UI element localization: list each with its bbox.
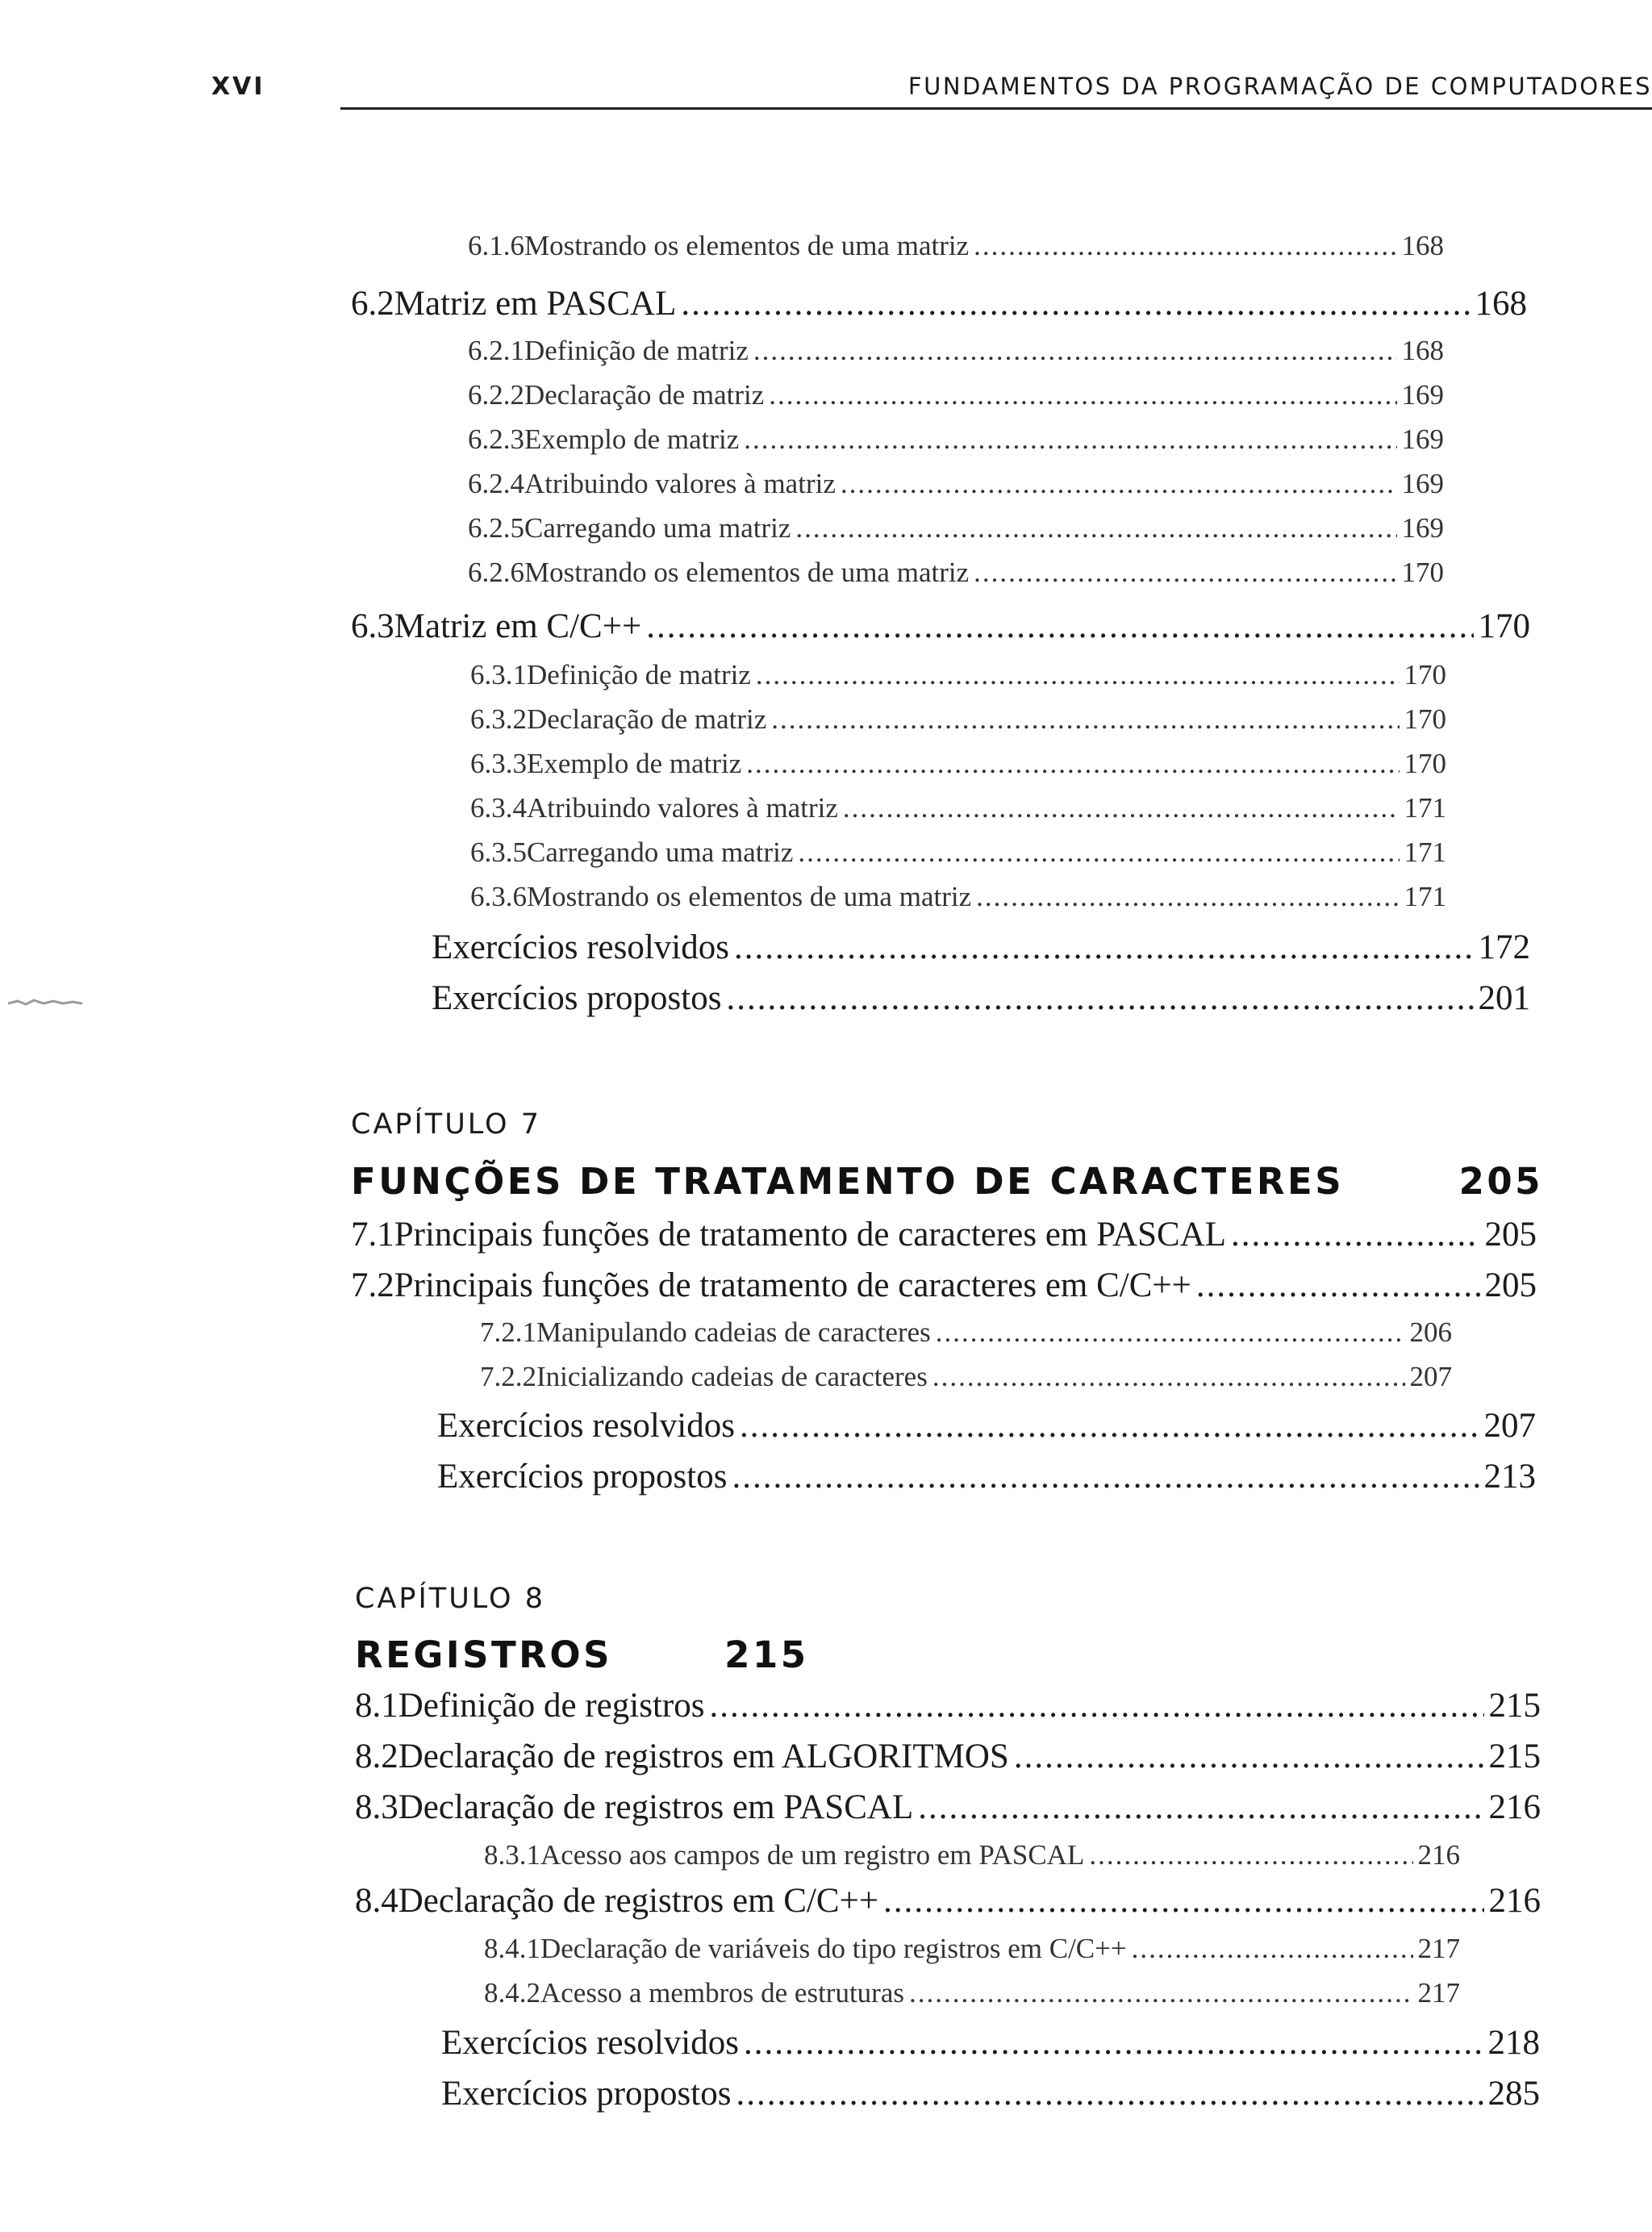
section-number: 6.3.6: [470, 881, 527, 912]
page-ref: 213: [1483, 1458, 1536, 1496]
page-ref: 201: [1478, 979, 1530, 1017]
book-title: FUNDAMENTOS DA PROGRAMAÇÃO DE COMPUTADORES: [907, 73, 1652, 100]
chapter-7-title[interactable]: [351, 1160, 1543, 1203]
section-number: 8.1: [355, 1687, 398, 1725]
dot-leader: [932, 1361, 1405, 1391]
dot-leader: [1132, 1933, 1413, 1963]
dot-leader: [756, 659, 1400, 689]
section-title: Exercícios propostos: [437, 1458, 728, 1496]
scan-artifact-mark: [6, 997, 84, 1008]
page-ref: 169: [1401, 468, 1444, 499]
toc-entry-ch6-exercicios-propostos[interactable]: [432, 978, 1530, 1018]
dot-leader: [843, 792, 1400, 822]
page-ref: 217: [1417, 1977, 1460, 2009]
page-ref: 168: [1475, 285, 1527, 323]
section-title: Exercícios resolvidos: [437, 1407, 735, 1445]
page-ref: 170: [1478, 607, 1530, 645]
dot-leader: [976, 881, 1399, 911]
toc-entry-ch8-exercicios-propostos[interactable]: [441, 2074, 1540, 2113]
page-ref: 215: [1488, 1738, 1541, 1775]
dot-leader: [936, 1316, 1405, 1346]
page-ref: 170: [1404, 748, 1446, 779]
dot-leader: [883, 1881, 1483, 1917]
dot-leader: [753, 335, 1397, 365]
chapter-page-ref: 215: [724, 1633, 809, 1676]
section-number: 7.1: [351, 1216, 394, 1254]
page-ref: 217: [1417, 1933, 1460, 1964]
section-number: 6.3.1: [470, 659, 527, 690]
page-number: XVI: [211, 73, 265, 101]
section-title: Matriz em C/C++: [394, 607, 642, 645]
toc-entry-ch6-exercicios-resolvidos[interactable]: [432, 928, 1530, 967]
toc-entry-6-3-2[interactable]: [470, 703, 1446, 736]
page-ref: 169: [1401, 512, 1444, 544]
toc-entry-8-1[interactable]: [355, 1686, 1541, 1725]
section-title: Acesso aos campos de um registro em PASCAL: [540, 1839, 1085, 1871]
dot-leader: [709, 1686, 1483, 1722]
section-number: 6.2.3: [468, 423, 524, 455]
dot-leader: [746, 748, 1399, 778]
section-number: 8.3.1: [484, 1839, 540, 1871]
page-ref: 285: [1487, 2075, 1540, 2113]
section-title: Exercícios propostos: [432, 979, 722, 1017]
page-ref: 215: [1488, 1687, 1541, 1725]
section-number: 6.3: [351, 607, 394, 645]
section-title: Carregando uma matriz: [524, 512, 791, 544]
section-number: 8.3: [355, 1788, 398, 1826]
section-title: Atribuindo valores à matriz: [527, 792, 838, 824]
page-ref: 168: [1401, 335, 1444, 366]
toc-entry-7-2[interactable]: [351, 1266, 1537, 1305]
toc-entry-6-2-3[interactable]: [468, 423, 1444, 456]
toc-entry-6-3-3[interactable]: [470, 748, 1446, 780]
page-ref: 171: [1404, 881, 1446, 912]
page-ref: 169: [1401, 423, 1444, 455]
toc-entry-6-2-1[interactable]: [468, 335, 1444, 367]
section-number: 6.3.4: [470, 792, 527, 824]
section-number: 6.2: [351, 285, 394, 323]
running-header: [211, 65, 1652, 113]
section-title: Declaração de registros em PASCAL: [398, 1788, 914, 1826]
page-ref: 207: [1483, 1407, 1536, 1445]
section-title: Declaração de registros em ALGORITMOS: [398, 1738, 1009, 1775]
section-number: 7.2.2: [480, 1361, 536, 1392]
section-number: 7.2.1: [480, 1316, 536, 1348]
section-number: 6.1.6: [468, 230, 524, 261]
section-title: Inicializando cadeias de caracteres: [536, 1361, 928, 1392]
dot-leader: [740, 1406, 1479, 1442]
section-number: 6.2.2: [468, 379, 524, 411]
dot-leader: [909, 1977, 1413, 2007]
toc-entry-6-1-6[interactable]: [468, 230, 1444, 262]
page-ref: 216: [1488, 1788, 1541, 1826]
dot-leader: [732, 1457, 1479, 1493]
toc-entry-6-2[interactable]: [351, 284, 1527, 323]
toc-entry-6-3[interactable]: [351, 607, 1530, 646]
section-title: Exercícios resolvidos: [441, 2024, 739, 2062]
section-title: Manipulando cadeias de caracteres: [536, 1316, 931, 1348]
section-title: Definição de matriz: [524, 335, 749, 366]
section-title: Exemplo de matriz: [527, 748, 742, 779]
dot-leader: [1014, 1737, 1484, 1773]
section-number: 8.2: [355, 1738, 398, 1775]
section-number: 8.4.2: [484, 1977, 540, 2009]
page-ref: 207: [1409, 1361, 1452, 1392]
toc-entry-6-2-2[interactable]: [468, 379, 1444, 411]
section-title: Declaração de matriz: [527, 703, 767, 735]
dot-leader: [744, 2023, 1483, 2059]
section-number: 6.2.4: [468, 468, 524, 499]
section-number: 8.4.1: [484, 1933, 540, 1964]
dot-leader: [841, 468, 1397, 498]
dot-leader: [646, 607, 1473, 643]
chapter-8-label: CAPÍTULO 8: [355, 1583, 546, 1615]
section-number: 7.2: [351, 1266, 394, 1304]
toc-entry-8-4-1[interactable]: [484, 1933, 1460, 1965]
dot-leader: [1089, 1839, 1412, 1869]
toc-entry-ch8-exercicios-resolvidos[interactable]: [441, 2023, 1540, 2063]
section-number: 6.3.5: [470, 836, 527, 868]
toc-entry-8-3-1[interactable]: [484, 1839, 1460, 1871]
chapter-page-ref: 205: [1458, 1160, 1543, 1203]
page-ref: 218: [1487, 2024, 1540, 2062]
dot-leader: [736, 2074, 1483, 2110]
page-ref: 205: [1484, 1216, 1537, 1254]
page-ref: 171: [1404, 792, 1446, 824]
toc-entry-6-3-6[interactable]: [470, 881, 1446, 913]
dot-leader: [681, 284, 1470, 320]
section-number: 6.2.6: [468, 557, 524, 588]
section-title: Mostrando os elementos de uma matriz: [524, 557, 970, 588]
section-number: 6.2.5: [468, 512, 524, 544]
section-title: Mostrando os elementos de uma matriz: [527, 881, 972, 912]
page-ref: 216: [1488, 1882, 1541, 1920]
section-title: Exemplo de matriz: [524, 423, 740, 455]
toc-entry-ch7-exercicios-propostos[interactable]: [437, 1457, 1536, 1496]
section-title: Exercícios propostos: [441, 2075, 732, 2113]
section-title: Exercícios resolvidos: [432, 928, 729, 966]
toc-entry-ch7-exercicios-resolvidos[interactable]: [437, 1406, 1536, 1446]
dot-leader: [771, 703, 1399, 733]
section-title: Definição de registros: [398, 1687, 705, 1725]
chapter-7-label: CAPÍTULO 7: [351, 1108, 542, 1141]
section-title: Definição de matriz: [527, 659, 751, 690]
section-title: Atribuindo valores à matriz: [524, 468, 836, 499]
section-title: Declaração de registros em C/C++: [398, 1882, 879, 1920]
toc-entry-8-4-2[interactable]: [484, 1977, 1460, 2009]
dot-leader: [1231, 1215, 1479, 1251]
page-ref: 170: [1404, 703, 1446, 735]
section-title: Declaração de matriz: [524, 379, 765, 411]
chapter-title-text: FUNÇÕES DE TRATAMENTO DE CARACTERES: [351, 1160, 1345, 1203]
dot-leader: [798, 836, 1399, 866]
page-ref: 205: [1484, 1266, 1537, 1304]
dot-leader: [1196, 1266, 1480, 1302]
page-ref: 168: [1401, 230, 1444, 261]
dot-leader: [726, 978, 1473, 1015]
page-ref: 169: [1401, 379, 1444, 411]
dot-leader: [918, 1788, 1483, 1824]
toc-entry-6-3-5[interactable]: [470, 836, 1446, 869]
toc-entry-6-2-4[interactable]: [468, 468, 1444, 500]
chapter-title-text: REGISTROS: [355, 1633, 612, 1676]
section-title: Acesso a membros de estruturas: [540, 1977, 904, 2009]
section-title: Matriz em PASCAL: [394, 285, 677, 323]
toc-entry-7-2-1[interactable]: [480, 1316, 1452, 1349]
section-title: Carregando uma matriz: [527, 836, 794, 868]
section-title: Principais funções de tratamento de caracteres em C/C++: [394, 1266, 1191, 1304]
section-title: Declaração de variáveis do tipo registros em C/C++: [540, 1933, 1127, 1964]
page-ref: 170: [1404, 659, 1446, 690]
section-title: Mostrando os elementos de uma matriz: [524, 230, 970, 261]
toc-entry-6-3-1[interactable]: [470, 659, 1446, 691]
dot-leader: [974, 230, 1396, 260]
toc-entry-6-3-4[interactable]: [470, 792, 1446, 824]
dot-leader: [795, 512, 1396, 542]
chapter-8-title[interactable]: [355, 1633, 809, 1676]
page-ref: 170: [1401, 557, 1444, 588]
toc-entry-7-1[interactable]: [351, 1215, 1537, 1254]
section-number: 6.2.1: [468, 335, 524, 366]
page-ref: 171: [1404, 836, 1446, 868]
dot-leader: [769, 379, 1396, 409]
toc-entry-8-2[interactable]: [355, 1737, 1541, 1776]
toc-entry-8-3[interactable]: [355, 1788, 1541, 1827]
dot-leader: [974, 557, 1396, 586]
section-number: 6.3.2: [470, 703, 527, 735]
header-rule: [340, 107, 1652, 110]
section-number: 8.4: [355, 1882, 398, 1920]
toc-entry-6-2-5[interactable]: [468, 512, 1444, 544]
page-ref: 216: [1417, 1839, 1460, 1871]
dot-leader: [734, 928, 1474, 964]
dot-leader: [744, 423, 1396, 453]
section-title: Principais funções de tratamento de caracteres em PASCAL: [394, 1216, 1227, 1254]
toc-entry-8-4[interactable]: [355, 1881, 1541, 1921]
page-ref: 172: [1478, 928, 1530, 966]
page-ref: 206: [1409, 1316, 1452, 1348]
toc-entry-6-2-6[interactable]: [468, 557, 1444, 589]
section-number: 6.3.3: [470, 748, 527, 779]
toc-entry-7-2-2[interactable]: [480, 1361, 1452, 1393]
